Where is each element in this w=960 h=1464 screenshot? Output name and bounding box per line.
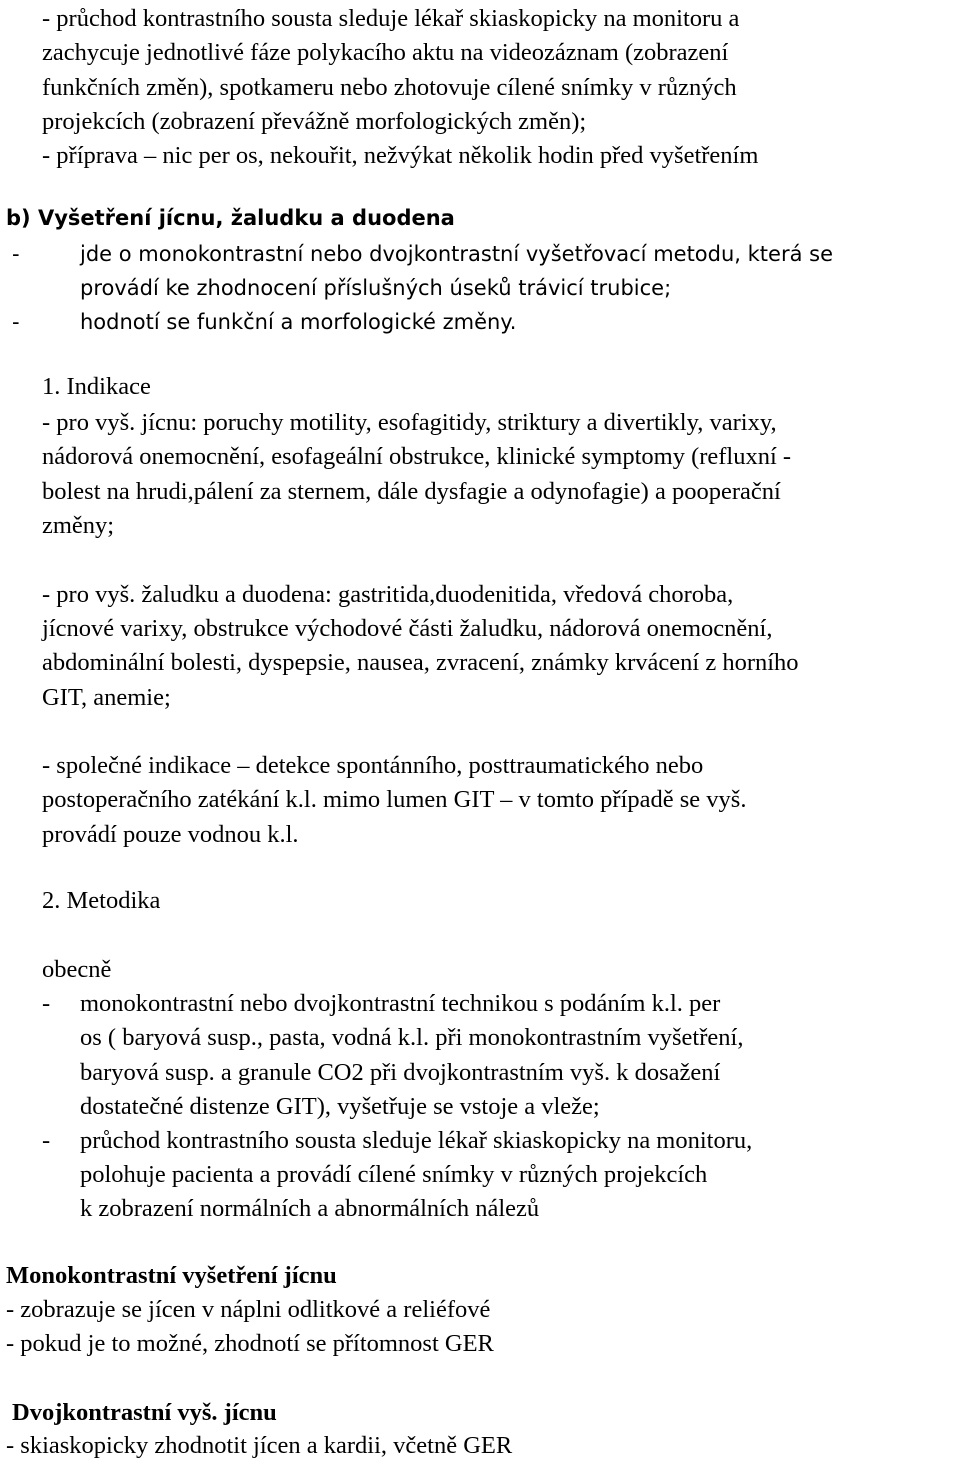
text-line: provádí pouze vodnou k.l. — [42, 821, 299, 848]
subsection-heading: 2. Metodika — [42, 887, 161, 914]
bullet-dash: - — [42, 1127, 51, 1154]
text-line: monokontrastní nebo dvojkontrastní technikou s podáním k.l. per — [80, 990, 721, 1017]
section-heading: Monokontrastní vyšetření jícnu — [6, 1262, 337, 1289]
text-line: baryová susp. a granule CO2 při dvojkontrastním vyš. k dosažení — [80, 1059, 721, 1086]
text-line: hodnotí se funkční a morfologické změny. — [80, 310, 517, 334]
text-line: k zobrazení normálních a abnormálních nálezů — [80, 1195, 540, 1222]
text-line: provádí ke zhodnocení příslušných úseků trávicí trubice; — [80, 276, 672, 300]
text-line: bolest na hrudi,pálení za sternem, dále dysfagie a odynofagie) a pooperační — [42, 478, 781, 505]
subsection-subheading: obecně — [42, 956, 112, 983]
text-line: jícnové varixy, obstrukce východové části žaludku, nádorová onemocnění, — [42, 615, 773, 642]
text-line: průchod kontrastního sousta sleduje lékař skiaskopicky na monitoru, — [80, 1127, 753, 1154]
text-line: - pro vyš. jícnu: poruchy motility, esofagitidy, striktury a divertikly, varixy, — [42, 409, 777, 436]
bullet-dash: - — [12, 242, 20, 266]
section-heading: Dvojkontrastní vyš. jícnu — [12, 1399, 277, 1426]
text-line: polohuje pacienta a provádí cílené snímky v různých projekcích — [80, 1161, 708, 1188]
text-line: jde o monokontrastní nebo dvojkontrastní vyšetřovací metodu, která se — [80, 242, 833, 266]
bullet-dash: - — [42, 990, 51, 1017]
text-line: os ( baryová susp., pasta, vodná k.l. při monokontrastním vyšetření, — [80, 1024, 744, 1051]
text-line: funkčních změn), spotkameru nebo zhotovuje cílené snímky v různých — [42, 74, 737, 101]
text-line: zachycuje jednotlivé fáze polykacího aktu na videozáznam (zobrazení — [42, 39, 729, 66]
subsection-heading: 1. Indikace — [42, 373, 151, 400]
text-line: abdominální bolesti, dyspepsie, nausea, zvracení, známky krvácení z horního — [42, 649, 799, 676]
text-line: postoperačního zatékání k.l. mimo lumen GIT – v tomto případě se vyš. — [42, 786, 747, 813]
text-line: - příprava – nic per os, nekouřit, nežvýkat několik hodin před vyšetřením — [42, 142, 759, 169]
bullet-dash: - — [12, 310, 20, 334]
text-line: dostatečné distenze GIT), vyšetřuje se vstoje a vleže; — [80, 1093, 600, 1120]
text-line: - skiaskopicky zhodnotit jícen a kardii, včetně GER — [6, 1432, 513, 1459]
text-line: - pro vyš. žaludku a duodena: gastritida,duodenitida, vředová choroba, — [42, 581, 734, 608]
text-line: - zobrazuje se jícen v náplni odlitkové a reliéfové — [6, 1296, 491, 1323]
text-line: - průchod kontrastního sousta sleduje lékař skiaskopicky na monitoru a — [42, 5, 740, 32]
text-line: - společné indikace – detekce spontánního, posttraumatického nebo — [42, 752, 704, 779]
text-line: projekcích (zobrazení převážně morfologických změn); — [42, 108, 587, 135]
section-heading: b) Vyšetření jícnu, žaludku a duodena — [6, 206, 455, 230]
text-line: změny; — [42, 512, 115, 539]
text-line: - pokud je to možné, zhodnotí se přítomnost GER — [6, 1330, 494, 1357]
text-line: GIT, anemie; — [42, 684, 171, 711]
text-line: nádorová onemocnění, esofageální obstrukce, klinické symptomy (refluxní - — [42, 443, 792, 470]
